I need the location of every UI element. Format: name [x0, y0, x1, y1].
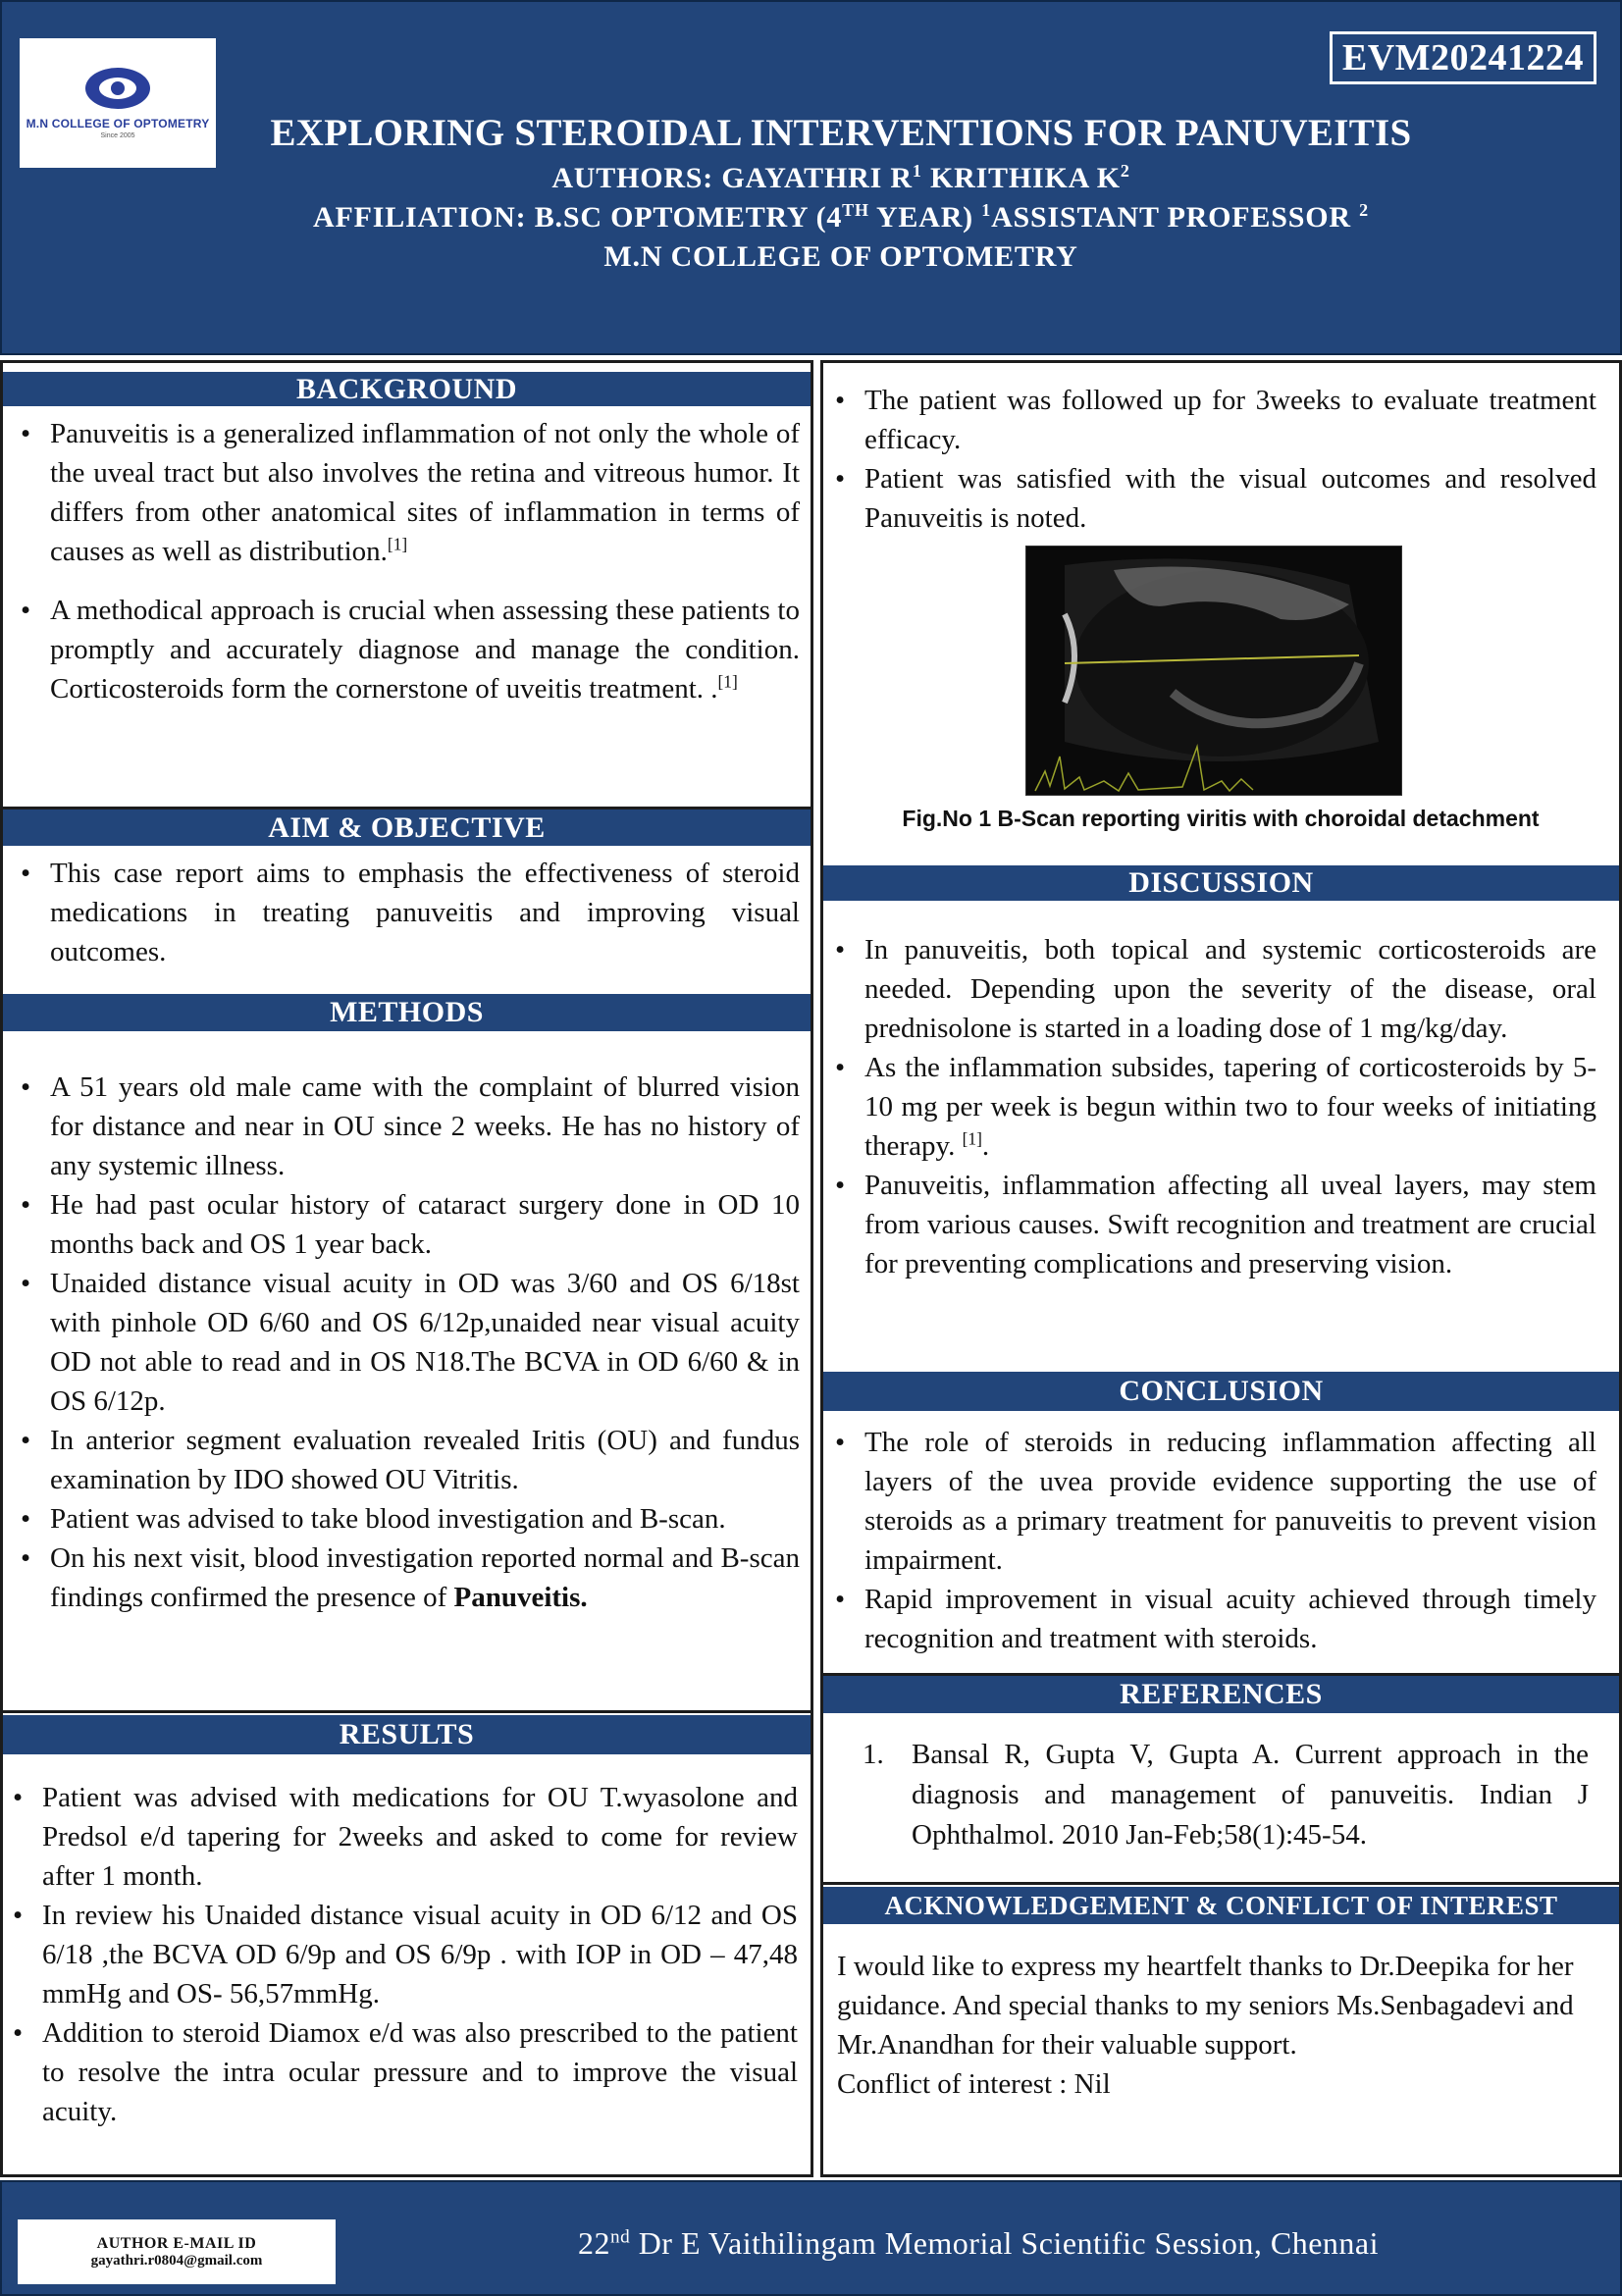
affiliation-2-mark: 2 — [1359, 200, 1369, 220]
discussion-item-2-end: . — [981, 1130, 990, 1162]
bscan-figure — [1025, 546, 1402, 796]
college-line: M.N COLLEGE OF OPTOMETRY — [603, 240, 1078, 273]
discussion-heading: DISCUSSION — [823, 865, 1619, 901]
author-1: GAYATHRI R — [721, 162, 913, 194]
acknowledgement-heading: ACKNOWLEDGEMENT & CONFLICT OF INTEREST — [823, 1887, 1619, 1924]
list-item: • A 51 years old male came with the complaint of blurred vision for distance and near in OU since 2 weeks. He has no history of any systemic illness. — [15, 1068, 800, 1185]
affiliation-line — [228, 198, 1454, 237]
event-title — [414, 2225, 1543, 2262]
aim-list — [15, 854, 800, 971]
author-2-sup: 2 — [1120, 161, 1130, 181]
list-item: • In panuveitis, both topical and systemic corticosteroids are needed. Depending upon the severity of the disease, oral prednisolone is started in a loading dose of 1 mg/kg/day. — [829, 930, 1596, 1048]
event-text: Dr E Vaithilingam Memorial Scientific Session, Chennai — [630, 2225, 1379, 2261]
author-email: gayathri.r0804@gmail.com — [90, 2252, 263, 2269]
poster-footer — [0, 2180, 1622, 2296]
list-item: • Rapid improvement in visual acuity achieved through timely recognition and treatment with steroids. — [829, 1580, 1596, 1658]
eye-logo-icon — [85, 68, 150, 109]
section-divider — [3, 1710, 811, 1713]
affiliation-label: AFFILIATION: — [313, 201, 527, 234]
affiliation-1a: B.SC OPTOMETRY (4 — [534, 201, 843, 234]
methods-item-6-bold: Panuveitis. — [453, 1582, 588, 1613]
methods-list — [15, 1068, 800, 1617]
background-heading: BACKGROUND — [3, 372, 811, 406]
aim-heading: AIM & OBJECTIVE — [3, 809, 811, 846]
citation: [1] — [387, 534, 408, 554]
results-list — [7, 1778, 798, 2131]
background-list — [15, 414, 800, 728]
event-sup: nd — [610, 2226, 631, 2248]
figure-caption: Fig.No 1 B-Scan reporting viritis with choroidal detachment — [902, 806, 1540, 831]
list-item: • Patient was advised with medications for OU T.wyasolone and Predsol e/d tapering for 2weeks and asked to come for review after 1 month. — [7, 1778, 798, 1896]
author-1-sup: 1 — [912, 161, 922, 181]
acknowledgement-text: I would like to express my heartfelt thanks to Dr.Deepika for her guidance. And special thanks to my seniors Ms.Senbagadevi and Mr.Anandhan for their valuable support. — [837, 1951, 1574, 2061]
list-item — [15, 414, 800, 571]
authors-line — [228, 159, 1454, 198]
conclusion-heading: CONCLUSION — [823, 1372, 1619, 1411]
conclusion-list — [829, 1423, 1596, 1658]
authors-label: AUTHORS: — [551, 162, 714, 194]
title-block — [228, 108, 1454, 277]
methods-heading: METHODS — [3, 994, 811, 1031]
logo-text: M.N COLLEGE OF OPTOMETRY — [26, 116, 210, 130]
section-divider — [823, 1882, 1619, 1885]
discussion-list — [829, 930, 1596, 1283]
affiliation-1-mark: 1 — [981, 200, 992, 220]
right-column — [820, 360, 1622, 2177]
affiliation-1b: YEAR) — [868, 201, 973, 234]
list-item: • He had past ocular history of cataract surgery done in OD 10 months back and OS 1 year back. — [15, 1185, 800, 1264]
list-item: • Patient was advised to take blood investigation and B-scan. — [15, 1499, 800, 1539]
list-item — [829, 1048, 1596, 1166]
list-item: • Patient was satisfied with the visual outcomes and resolved Panuveitis is noted. — [829, 459, 1596, 538]
poster-code: EVM20241224 — [1330, 31, 1596, 84]
conflict-statement: Conflict of interest : Nil — [837, 2068, 1111, 2100]
list-item: • The patient was followed up for 3weeks to evaluate treatment efficacy. — [829, 381, 1596, 459]
followup-list — [829, 381, 1596, 538]
affiliation-2: ASSISTANT PROFESSOR — [991, 201, 1351, 234]
background-item-2: A methodical approach is crucial when assessing these patients to promptly and accurately diagnose and manage the condition. Corticosteroids form the cornerstone of uveitis treatment. . — [50, 595, 800, 704]
reference-text: Bansal R, Gupta V, Gupta A. Current approach in the diagnosis and management of panuveitis. Indian J Ophthalmol. 2010 Jan-Feb;58(1):45-54. — [912, 1739, 1589, 1851]
bscan-image — [1025, 546, 1402, 796]
email-box — [18, 2219, 336, 2284]
list-item: • Panuveitis, inflammation affecting all uveal layers, may stem from various causes. Swift recognition and treatment are crucial for preventing complications and preserving vision. — [829, 1166, 1596, 1283]
list-item: • Addition to steroid Diamox e/d was also prescribed to the patient to resolve the intra ocular pressure and to improve the visual acuity. — [7, 2013, 798, 2131]
reference-item — [863, 1735, 1589, 1855]
logo-since: Since 2005 — [100, 131, 135, 139]
list-item: • In review his Unaided distance visual acuity in OD 6/12 and OS 6/18 ,the BCVA OD 6/9p and OS 6/9p . with IOP in OD – 47,48 mmHg and OS- 56,57mmHg. — [7, 1896, 798, 2013]
citation: [1] — [717, 671, 738, 692]
citation: [1] — [962, 1128, 982, 1149]
left-column — [0, 360, 813, 2177]
poster-header — [0, 0, 1622, 355]
discussion-item-2: As the inflammation subsides, tapering of corticosteroids by 5-10 mg per week is begun within two to four weeks of initiating therapy. — [864, 1052, 1596, 1162]
list-item: • The role of steroids in reducing inflammation affecting all layers of the uvea provide evidence supporting the use of steroids as a primary treatment for panuveitis to prevent vision impairment. — [829, 1423, 1596, 1580]
poster-title: EXPLORING STEROIDAL INTERVENTIONS FOR PANUVEITIS — [270, 112, 1412, 154]
author-2: KRITHIKA K — [929, 162, 1121, 194]
acknowledgement-body — [837, 1947, 1597, 2104]
reference-number: 1. — [863, 1739, 884, 1770]
methods-item-6: On his next visit, blood investigation reported normal and B-scan findings confirmed the presence of — [50, 1542, 800, 1613]
references-heading: REFERENCES — [823, 1676, 1619, 1713]
list-item: • In anterior segment evaluation revealed Iritis (OU) and fundus examination by IDO showed OU Vitritis. — [15, 1421, 800, 1499]
background-item-1: Panuveitis is a generalized inflammation of not only the whole of the uveal tract but also involves the retina and vitreous humor. It differs from other anatomical sites of inflammation in terms of causes as well as distribution. — [50, 418, 800, 567]
affiliation-1-sup: TH — [842, 200, 869, 220]
email-label: AUTHOR E-MAIL ID — [96, 2234, 257, 2252]
list-item — [15, 1539, 800, 1617]
list-item: • Unaided distance visual acuity in OD was 3/60 and OS 6/18st with pinhole OD 6/60 and OS 6/12p,unaided near visual acuity OD not able to read and in OS N18.The BCVA in OD 6/60 & in OS 6/12p. — [15, 1264, 800, 1421]
list-item: • This case report aims to emphasis the effectiveness of steroid medications in treating panuveitis and improving visual outcomes. — [15, 854, 800, 971]
event-number: 22 — [578, 2225, 610, 2261]
results-heading: RESULTS — [3, 1715, 811, 1754]
list-item — [15, 591, 800, 708]
college-logo — [20, 38, 216, 168]
